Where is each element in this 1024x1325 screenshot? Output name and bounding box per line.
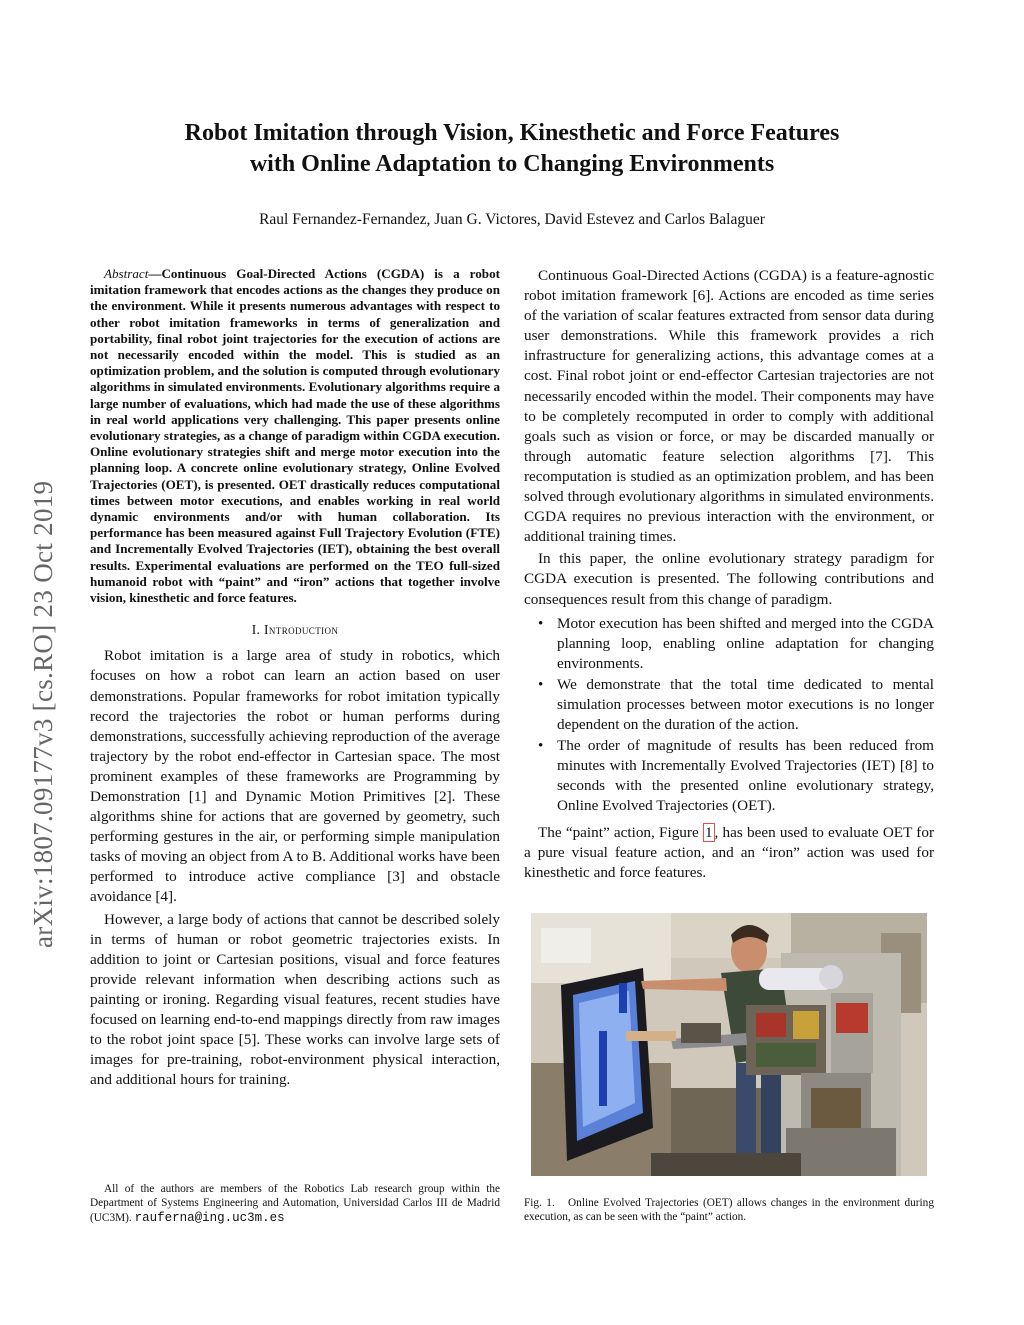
section-number: I.	[251, 622, 261, 638]
caption-text: Online Evolved Trajectories (OET) allows changes in the environment during execution, as can be seen with the “paint” action.	[524, 1197, 934, 1224]
author-footnote	[90, 1182, 500, 1225]
p3-after: , has been used to evaluate OET for a pure visual feature action, and an “iron” action was used for kinesthetic and force features.	[524, 823, 935, 881]
caption-label: Fig. 1.	[524, 1197, 555, 1209]
right-paragraph-1: Continuous Goal-Directed Actions (CGDA) is a feature-agnostic robot imitation framework [6]. Actions are encoded as time series of the variation of scalar features extracted from sensor data during user demonstrations. While this framework provides a rich infrastructure for generalizing actions, this advantage comes at a cost. Final robot joint or end-effector Cartesian trajectories are not necessarily encoded within the model. Their components may have to be completely recomputed in order to comply with additional goals such as vision or force, or may be discarded manually or through automatic feature selection algorithms [7]. This recomputation is studied as an optimization problem, and has been solved through evolutionary algorithms in simulated environments. CGDA requires no previous interaction with the environment, or additional training times.	[524, 267, 934, 546]
section-heading	[90, 620, 500, 640]
bullet-icon: •	[538, 676, 544, 693]
intro-paragraph-2: However, a large body of actions that cannot be described solely in terms of human or robot geometric trajectories exists. In addition to joint or Cartesian positions, visual and force features provide relevant information when describing actions such as painting or ironing. Regarding visual features, recent studies have focused on learning end-to-end mappings directly from raw images to the robot joint space [5]. These works can involve large sets of images for pre-training, robot-environment physical interaction, and additional hours for training.	[90, 910, 500, 1089]
bullet-text: We demonstrate that the total time dedicated to mental simulation processes between motor executions is no longer dependent on the duration of the action.	[557, 675, 934, 734]
right-column	[524, 266, 934, 883]
abstract-text: Continuous Goal-Directed Actions (CGDA) is a robot imitation framework that encodes actions as the changes they produce on the environment. While it presents numerous advantages with respect to other robot imitation frameworks in terms of generalization and portability, final robot joint trajectories for the execution of actions are not necessarily encoded within the model. This is studied as an optimization problem, and the solution is computed through evolutionary algorithms in simulated environments. Evolutionary algorithms require a large number of evaluations, which had made the use of these algorithms in real world applications very challenging. This paper presents online evolutionary strategies, as a change of paradigm within CGDA execution. Online evolutionary strategies shift and merge motor execution into the planning loop. A concrete online evolutionary strategy, Online Evolved Trajectories (OET), is presented. OET drastically reduces computational times between motor executions, and enables working in real world dynamic environments and/or with human collaboration. Its performance has been measured against Full Trajectory Evolution (FTE) and Incrementally Evolved Trajectories (IET), obtaining the best overall results. Experimental evaluations are performed on the TEO full-sized humanoid robot with “paint” and “iron” actions that together involve vision, kinesthetic and force features.	[90, 266, 500, 606]
figure-caption	[524, 1196, 934, 1225]
bullet-icon: •	[538, 738, 544, 755]
contribution-list	[524, 614, 934, 817]
list-item	[524, 614, 934, 674]
robot-scene-illustration	[531, 913, 927, 1176]
list-item	[524, 675, 934, 735]
section-title: Introduction	[264, 622, 339, 638]
p3-before: The “paint” action, Figure	[538, 823, 699, 841]
right-paragraph-2: In this paper, the online evolutionary strategy paradigm for CGDA execution is presented. The following contributions and consequences result from this change of paradigm.	[524, 550, 934, 608]
figure-photo	[531, 913, 927, 1176]
intro-paragraph-1: Robot imitation is a large area of study in robotics, which focuses on how a robot can learn an action based on user demonstrations. Popular frameworks for robot imitation typically record the trajectories the robot or human performs during demonstrations, successfully achieving reproduction of the average trajectory by the robot end-effector in Cartesian space. The most prominent examples of these frameworks are Programming by Demonstration [1] and Dynamic Motion Primitives [2]. These algorithms shine for actions that are governed by geometry, such performing gestures in the air, or performing simple manipulation tasks of moving an object from A to B. Additional works have been performed to introduce active compliance [3] and obstacle avoidance [4].	[90, 647, 500, 906]
figure-reference-link[interactable]: 1	[704, 823, 713, 841]
title-line-2: with Online Adaptation to Changing Environments	[249, 151, 775, 177]
bullet-icon: •	[538, 615, 544, 632]
arxiv-identifier: arXiv:1807.09177v3 [cs.RO] 23 Oct 2019	[28, 480, 58, 948]
bullet-text: The order of magnitude of results has been reduced from minutes with Incrementally Evolved Trajectories (IET) [8] to seconds with the presented online evolutionary strategy, Online Evolved Trajectories (OET).	[557, 737, 934, 815]
list-item	[524, 736, 934, 816]
abstract	[90, 266, 500, 606]
paper-title	[90, 118, 934, 180]
abstract-label: Abstract	[104, 266, 149, 281]
title-line-1: Robot Imitation through Vision, Kinesthetic and Force Features	[184, 120, 840, 146]
abstract-dash: —	[148, 266, 162, 281]
author-list: Raul Fernandez-Fernandez, Juan G. Victores, David Estevez and Carlos Balaguer	[259, 211, 765, 228]
footnote-text: All of the authors are members of the Robotics Lab research group within the Department of Systems Engineering and Automation, Universidad Carlos III de Madrid (UC3M).	[90, 1183, 500, 1224]
right-paragraph-3	[524, 823, 934, 883]
author-email[interactable]: rauferna@ing.uc3m.es	[134, 1210, 285, 1225]
bullet-text: Motor execution has been shifted and merged into the CGDA planning loop, enabling online adaptation for changing environments.	[557, 614, 934, 672]
left-column	[90, 266, 500, 1090]
